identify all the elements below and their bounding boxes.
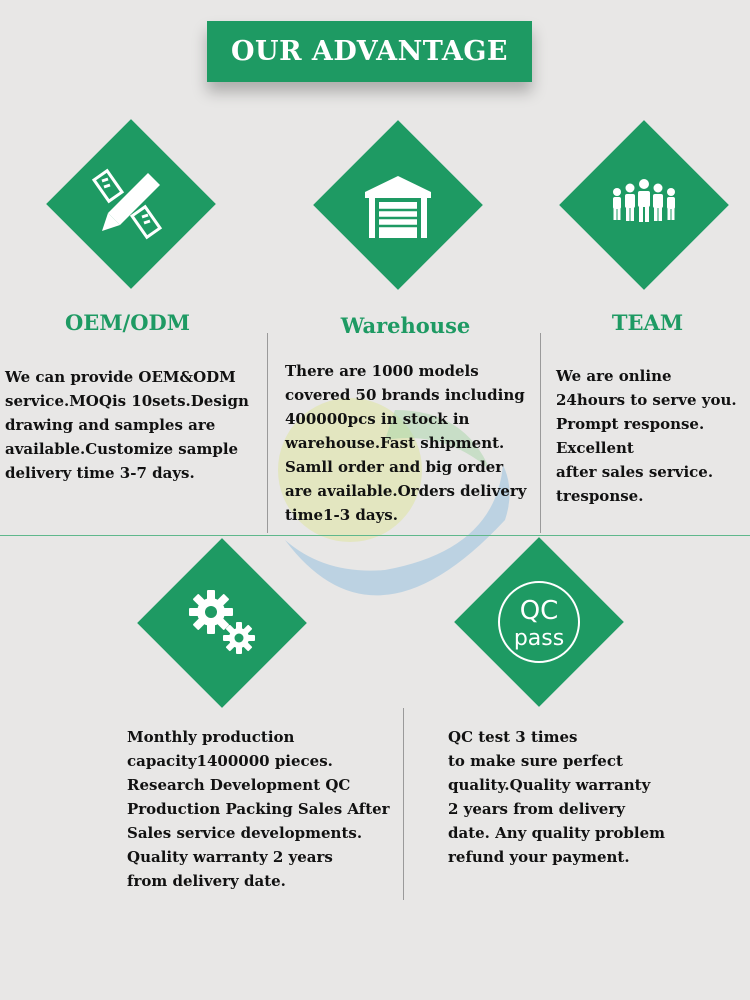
warehouse-icon — [353, 160, 443, 250]
divider-vertical-3 — [403, 708, 404, 900]
heading-team: TEAM — [611, 310, 684, 335]
qc-pass-icon — [494, 577, 584, 667]
text-oem-odm: We can provide OEM&ODM service.MOQis 10sets.Design drawing and samples are available.Customize sample delivery time 3-7 days. — [5, 368, 249, 482]
text-qc: QC test 3 times to make sure perfect quality.Quality warranty 2 years from delivery date. Any quality problem refund your payment. — [448, 728, 665, 866]
divider-vertical-2 — [540, 333, 541, 533]
qc-icon-text-top: QC — [519, 596, 559, 626]
page-title: OUR ADVANTAGE — [231, 36, 508, 67]
divider-horizontal — [0, 535, 750, 536]
text-team: We are online 24hours to serve you. Prompt response. Excellent after sales service. tresponse. — [556, 367, 737, 505]
text-production: Monthly production capacity1400000 pieces. Research Development QC Production Packing Sales After Sales service developments. Quality warranty 2 years from delivery date. — [127, 728, 390, 890]
pencil-ruler-icon — [86, 159, 176, 249]
page-title-banner — [207, 21, 532, 82]
team-icon — [599, 160, 689, 250]
divider-vertical-1 — [267, 333, 268, 533]
text-warehouse: There are 1000 models covered 50 brands including 400000pcs in stock in warehouse.Fast shipment. Samll order and big order are available.Orders delivery time1-3 days. — [285, 362, 527, 524]
qc-icon-text-bottom: pass — [513, 626, 565, 651]
heading-oem-odm: OEM/ODM — [65, 310, 190, 335]
gears-icon — [177, 578, 267, 668]
heading-warehouse: Warehouse — [340, 313, 471, 338]
